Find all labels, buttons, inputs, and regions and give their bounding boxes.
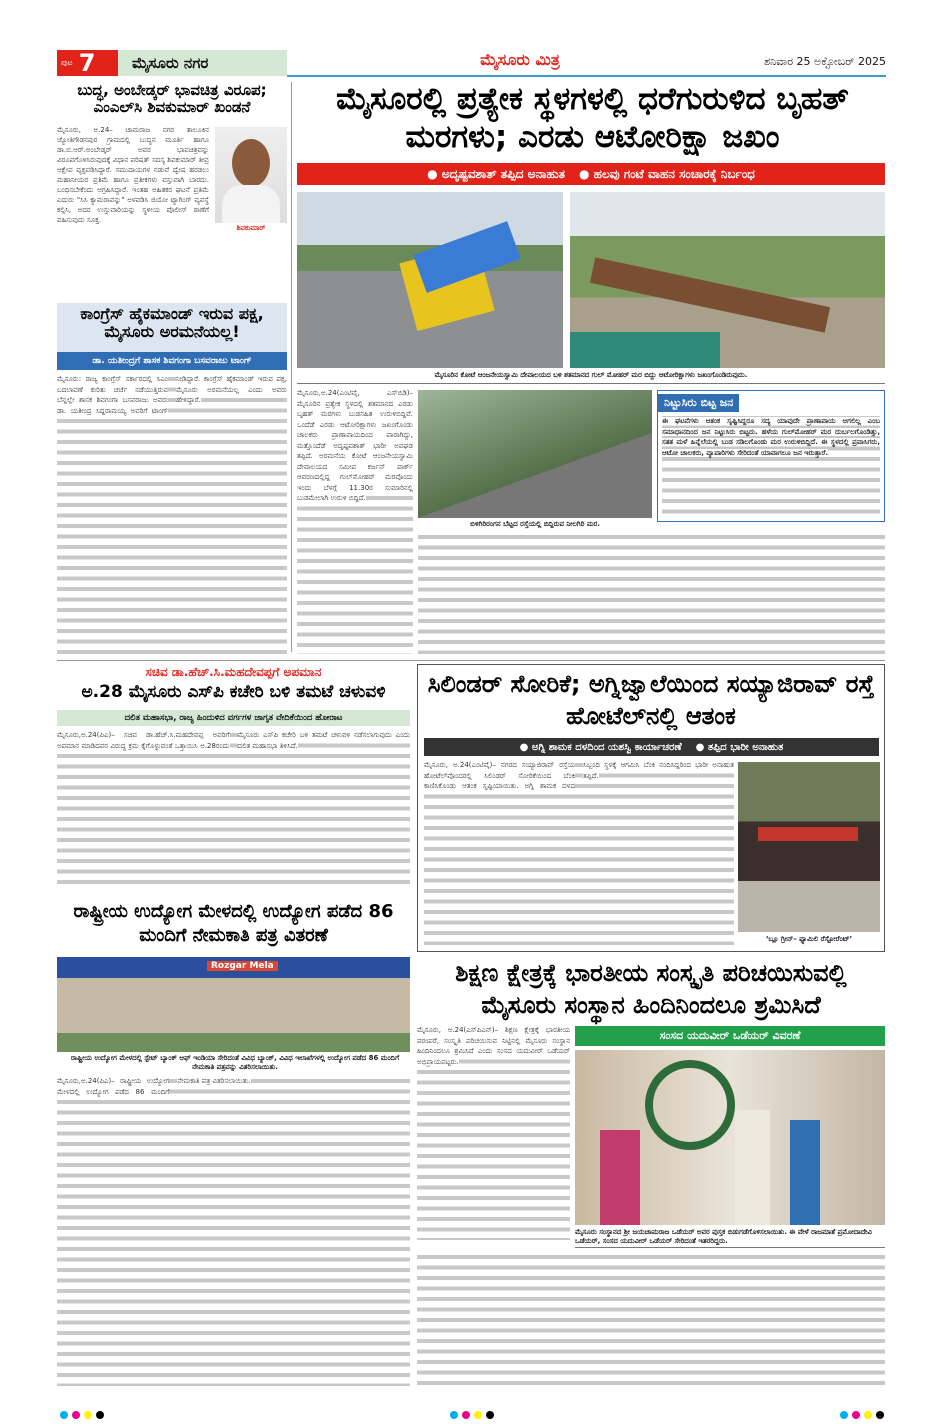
main-bullets bbox=[297, 163, 885, 185]
relief-box bbox=[657, 390, 885, 522]
bullet-1: ● ಅಗ್ನಿ ಶಾಮಕ ದಳದಿಂದ ಯಶಸ್ವಿ ಕಾರ್ಯಾಚರಣೆ bbox=[519, 741, 682, 753]
wadiyar-caption: ಮೈಸೂರು ಸಂಸ್ಥಾನದ ಶ್ರೀ ಜಯಚಾಮರಾಜ ಒಡೆಯರ್ ಅವರ ಪುಸ್ತಕ ಬಿಡುಗಡೆಗೊಳಿಸಲಾಯಿತು. ಈ ವೇಳೆ ರಾಜಮಾತೆ ಪ್ರಮೋದಾದೇವಿ ಒಡೆಯರ್, ಸಂಸದ ಯದುವೀರ್ ಒಡೆಯರ್ ಸೇರಿದಂತೆ ಇತರರಿದ್ದರು. bbox=[575, 1228, 872, 1245]
shikshana-subhead: ಸಂಸದ ಯದುವೀರ್ ಒಡೆಯರ್ ವಿವರಣೆ bbox=[575, 1026, 885, 1046]
shivakumar-figure bbox=[215, 127, 287, 233]
udyoga-headline: ರಾಷ್ಟ್ರೀಯ ಉದ್ಯೋಗ ಮೇಳದಲ್ಲಿ ಉದ್ಯೋಗ ಪಡೆದ 86 ಮಂದಿಗೆ ನೇಮಕಾತಿ ಪತ್ರ ವಿತರಣೆ bbox=[73, 901, 394, 946]
autorickshaw-photo bbox=[297, 192, 563, 368]
congress-subhead: ಡಾ. ಯತೀಂದ್ರಗೆ ಶಾಸಕ ಶಿವಗಂಗಾ ಬಸವರಾಜು ಟಾಂಗ್ bbox=[57, 352, 287, 370]
divider bbox=[575, 1247, 885, 1248]
section-title: ಮೈಸೂರು ನಗರ bbox=[118, 50, 287, 76]
divider bbox=[57, 660, 885, 661]
cylinder-body: ಮೈಸೂರು, ಅ.24(ಎಂಟಿವೈ)– ನಗರದ ಸಯ್ಯಾಜಿರಾವ್ ರಸ್ತೆಯ ಹೋಟೆಲ್‌ವೊಂದರಲ್ಲಿ ಸಿಲಿಂಡರ್ ಸೋರಿಕೆಯಿಂದ ಬೆಂಕಿ ಕಾಣಿಸಿಕೊಂಡು ಆತಂಕ ಸೃಷ್ಟಿಯಾಯಿತು. ಅಗ್ನಿ ಶಾಮಕ ದಳದ ಸಿಬ್ಬಂದಿ ಸ್ಥಳಕ್ಕೆ ಆಗಮಿಸಿ ಬೆಂಕಿ ನಂದಿಸಿದ್ದರಿಂದ ಭಾರೀ ಅನಾಹುತ ತಪ್ಪಿದೆ. bbox=[424, 760, 734, 945]
mahadevappa-body: ಮೈಸೂರು,ಅ.24(ಪಿಎ)– ಸಚಿವ ಡಾ.ಹೆಚ್.ಸಿ.ಮಹದೇವಪ್ಪ ಅವರಿಗೆ ಅಪಮಾನ ಮಾಡಿದವರ ವಿರುದ್ಧ ಕ್ರಮ ಕೈಗೊಳ್ಳುವಂತೆ ಒತ್ತಾಯಿಸಿ ಅ.28ರಂದು ಮೈಸೂರು ಎಸ್‌ಪಿ ಕಚೇರಿ ಬಳಿ ತಮಟೆ ಚಳುವಳಿ ನಡೆಸಲಾಗುವುದು ಎಂದು ದಲಿತ ಮಹಾಸಭಾ ತಿಳಿಸಿದೆ. bbox=[57, 730, 410, 890]
page-number-badge bbox=[57, 50, 118, 76]
main-body-col1: ಮೈಸೂರು,ಅ.24(ಎಂಟಿವೈ, ಎಸ್‌ಬಿಡಿ)– ಮೈಸೂರಿನ ಪ್ರತ್ಯೇಕ ಸ್ಥಳದಲ್ಲಿ ಶತಮಾನದ ಎರಡು ಬೃಹತ್ ಮರಗಳು ಬುಡಸಹಿತ ಉರುಳಿಬಿದ್ದಿವೆ. ಒಂದೆಡೆ ಎರಡು ಆಟೋರಿಕ್ಷಾಗಳು ಜಖಂಗೊಂಡು ಚಾಲಕರು ಪ್ರಾಣಾಪಾಯದಿಂದ ಪಾರಾಗಿದ್ದು, ಮತ್ತೊಂದೆಡೆ ಅದೃಷ್ಟವಶಾತ್ ಭಾರೀ ಅವಘಡ ತಪ್ಪಿದೆ. ಅರಮನೆಯ ಕೋಟೆ ಆಂಜನೇಯಸ್ವಾಮಿ ದೇವಾಲಯದ ಸಮೀಪ ಕರ್ಜನ್ ಪಾರ್ಕ್ ಆವರಣದಲ್ಲಿದ್ದ ಗುಲ್‌ಮೋಹರ್ ಮರವೊಂದು ಇಂದು ಬೆಳಗ್ಗೆ 11.30ರ ಸುಮಾರಿನಲ್ಲಿ ಬುಡಮೇಲಾಗಿ ಉರುಳಿ ಬಿದ್ದಿದೆ. bbox=[297, 388, 413, 654]
wadiyar-event-photo bbox=[575, 1050, 885, 1225]
print-registration-dots bbox=[450, 1404, 498, 1423]
cylinder-headline: ಸಿಲಿಂಡರ್ ಸೋರಿಕೆ; ಅಗ್ನಿಜ್ವಾಲೆಯಿಂದ ಸಯ್ಯಾಜಿರಾವ್ ರಸ್ತೆ ಹೋಟೆಲ್‌ನಲ್ಲಿ ಆತಂಕ bbox=[427, 670, 875, 730]
page-number: 7 bbox=[78, 49, 96, 77]
rozgar-banner: Rozgar Mela bbox=[207, 961, 278, 971]
eucalyptus-caption: ಬಿಳಿಗಿರಿರಂಗನ ಬೆಟ್ಟದ ರಸ್ತೆಯಲ್ಲಿ ಬಿದ್ದಿರುವ ನೀಲಗಿರಿ ಮರ. bbox=[470, 520, 600, 528]
congress-body: ಮೈಸೂರು: ರಾಜ್ಯ ಕಾಂಗ್ರೆಸ್ ಸರ್ಕಾರದಲ್ಲಿ ಸಿಎಂ ಬದಲಾವಣೆ ಕುರಿತು ಚರ್ಚೆ ನಡೆಯುತ್ತಿರುವ ಬೆನ್ನಲ್ಲೇ ಶಾಸಕ ಶಿವಗಂಗಾ ಬಸವರಾಜು ಅವರು ಡಾ. ಯತೀಂದ್ರ ಸಿದ್ದರಾಮಯ್ಯ ಅವರಿಗೆ ಟಾಂಗ್ ನೀಡಿದ್ದಾರೆ. ಕಾಂಗ್ರೆಸ್ ಹೈಕಮಾಂಡ್ ಇರುವ ಪಕ್ಷ, ಮೈಸೂರು ಅರಮನೆಯಲ್ಲ ಎಂದು ಅವರು ಹೇಳಿದ್ದಾರೆ. bbox=[57, 374, 287, 654]
mahadevappa-headline: ಅ.28 ಮೈಸೂರು ಎಸ್‌ಪಿ ಕಚೇರಿ ಬಳಿ ತಮಟೆ ಚಳುವಳಿ bbox=[81, 682, 386, 702]
divider bbox=[297, 383, 885, 384]
shivakumar-photo bbox=[215, 127, 287, 223]
bullet-1: ● ಅದೃಷ್ಟವಶಾತ್ ತಪ್ಪಿದ ಅನಾಹುತ bbox=[427, 166, 565, 181]
print-registration-dots bbox=[60, 1404, 108, 1423]
shikshana-headline: ಶಿಕ್ಷಣ ಕ್ಷೇತ್ರಕ್ಕೆ ಭಾರತೀಯ ಸಂಸ್ಕೃತಿ ಪರಿಚಯಿಸುವಲ್ಲಿ ಮೈಸೂರು ಸಂಸ್ಥಾನ ಹಿಂದಿನಿಂದಲೂ ಶ್ರಮಿಸಿದೆ bbox=[455, 959, 847, 1019]
masthead: ಮೈಸೂರು ಮಿತ್ರ bbox=[480, 50, 560, 69]
restaurant-caption: ‘ಬ್ಲೂ ಗ್ರೀನ್– ಫ್ಯಾಮಿಲಿ ರೆಸ್ಟೋರೆಂಟ್’ bbox=[765, 935, 853, 943]
main-headline: ಮೈಸೂರಲ್ಲಿ ಪ್ರತ್ಯೇಕ ಸ್ಥಳಗಳಲ್ಲಿ ಧರೆಗುರುಳಿದ ಬೃಹತ್ ಮರಗಳು; ಎರಡು ಆಟೋರಿಕ್ಷಾ ಜಖಂ bbox=[336, 81, 849, 155]
mahadevappa-kicker: ಸಚಿವ ಡಾ.ಹೆಚ್.ಸಿ.ಮಹದೇವಪ್ಪಗೆ ಅಪಮಾನ bbox=[145, 665, 322, 679]
relief-box-title: ನಿಟ್ಟುಸಿರು ಬಿಟ್ಟ ಜನ bbox=[658, 394, 739, 412]
column-divider bbox=[291, 82, 292, 652]
main-photo-caption: ಮೈಸೂರಿನ ಕೋಟೆ ಆಂಜನೇಯಸ್ವಾಮಿ ದೇವಾಲಯದ ಬಳಿ ಶತಮಾನದ ಗುಲ್ ಮೋಹರ್ ಮರ ಬಿದ್ದು ಆಟೋರಿಕ್ಷಾಗಳು ಜಖಂಗೊಂಡಿರುವುದು. bbox=[434, 371, 748, 379]
bullet-2: ● ಹಲವು ಗಂಟೆ ವಾಹನ ಸಂಚಾರಕ್ಕೆ ನಿರ್ಬಂಧ bbox=[579, 166, 755, 181]
fallen-tree-photo bbox=[570, 192, 885, 368]
relief-box-body: ಈ ಘಟನೆಗಳು ಆತಂಕ ಸೃಷ್ಟಿಸಿದ್ದರೂ ಸದ್ಯ ಯಾವುದೇ ಪ್ರಾಣಾಪಾಯ ಆಗಲಿಲ್ಲ ಎಂಬ ಸಮಾಧಾನದಿಂದ ಜನ ನಿಟ್ಟುಸಿರು ಬಿಟ್ಟರು. ಹಳೆಯ ಗುಲ್‌ಮೋಹರ್ ಮರ ದುರ್ಬಲಗೊಂಡಿತ್ತು, ಸತತ ಮಳೆ ಹಿನ್ನೆಲೆಯಲ್ಲಿ ಬುಡ ಸಡಿಲಗೊಂಡು ಮರ ಉರುಳಿಬಿದ್ದಿದೆ. ಈ ಸ್ಥಳದಲ್ಲಿ ಪ್ರವಾಸಿಗರು, ಆಟೋ ಚಾಲಕರು, ವ್ಯಾಪಾರಿಗಳು ಸೇರಿದಂತೆ ಯಾವಾಗಲೂ ಜನ ಇರುತ್ತಾರೆ. bbox=[658, 412, 884, 522]
print-registration-dots bbox=[840, 1404, 888, 1423]
main-body-cols bbox=[418, 532, 885, 654]
restaurant-photo bbox=[738, 762, 880, 932]
header-rule bbox=[287, 75, 886, 77]
udyoga-body: ಮೈಸೂರು,ಅ.24(ಪಿಎ)– ರಾಷ್ಟ್ರೀಯ ಉದ್ಯೋಗ ಮೇಳದಲ್ಲಿ ಉದ್ಯೋಗ ಪಡೆದ 86 ಮಂದಿಗೆ ನೇಮಕಾತಿ ಪತ್ರ ವಿತರಿಸಲಾಯಿತು. bbox=[57, 1076, 410, 1386]
shikshana-body-col1: ಮೈಸೂರು, ಅ.24(ಎಸ್‌ಪಿಎನ್)– ಶಿಕ್ಷಣ ಕ್ಷೇತ್ರಕ್ಕೆ ಭಾರತೀಯ ಪರಂಪರೆ, ಸಂಸ್ಕೃತಿ ಪರಿಚಯಿಸುವ ನಿಟ್ಟಿನಲ್ಲಿ ಮೈಸೂರು ಸಂಸ್ಥಾನ ಹಿಂದಿನಿಂದಲೂ ಶ್ರಮಿಸಿದೆ ಎಂದು ಸಂಸದ ಯದುವೀರ್ ಒಡೆಯರ್ ಅಭಿಪ್ರಾಯಪಟ್ಟರು. bbox=[417, 1025, 570, 1240]
buddha-body-text: ಮೈಸೂರು, ಅ.24– ಚಾಮರಾಜ ನಗರ ತಾಲೂಕಿನ ಜ್ಯೋತಿಗೌಡನಪುರ ಗ್ರಾಮದಲ್ಲಿ ಬುದ್ಧನ ಮೂರ್ತಿ ಹಾಗೂ ಡಾ.ಬಿ.ಆರ್.ಅಂಬೇಡ್ಕರ್ ಅವರ ಭಾವಚಿತ್ರವನ್ನು ವಿರೂಪಗೊಳಿಸಿರುವುದಕ್ಕೆ ವಿಧಾನ ಪರಿಷತ್ ಸದಸ್ಯ ಶಿವಕುಮಾರ್ ತೀವ್ರ ಆಕ್ಷೇಪ ವ್ಯಕ್ತಪಡಿಸಿದ್ದಾರೆ. ಸಮುದಾಯಗಳ ನಡುವೆ ದ್ವೇಷ ಹರಡಲು ಮಹಾನೀಯರ ಪ್ರತಿಮೆ ಹಾಗೂ ಪ್ರತೀಕಗಳು ವಸ್ತುವಾಗಿ ಬಾರದು. ಬಂಧಿಸಬೇಕೆಂದು ಆಗ್ರಹಿಸಿದ್ದಾರೆ. ಇಂತಹ ಅಹಿತಕರ ಘಟನೆ ಪ್ರತಿಮೆ ಎದುರು "ಸಿಸಿ ಕ್ಯಾಮರಾವನ್ನು" ಅಳವಡಿಸಿ ಜಿಯೋ ಟ್ಯಾಗಿಂಗ್ ವ್ಯವಸ್ಥೆ ಕಲ್ಪಿಸಿ, ಅದರ ಉಸ್ತುವಾರಿಯನ್ನು ಸ್ಥಳೀಯ ಪೊಲೀಸ್ ಠಾಣೆಗೆ ವಹಿಸುವುದು ಸೂಕ್ತ. bbox=[57, 126, 209, 224]
rozgar-mela-photo bbox=[57, 957, 410, 1052]
eucalyptus-photo bbox=[418, 390, 652, 518]
date: ಶನಿವಾರ 25 ಅಕ್ಟೋಬರ್ 2025 bbox=[764, 55, 886, 68]
mahadevappa-subhead: ದಲಿತ ಮಹಾಸಭಾ, ರಾಜ್ಯ ಹಿಂದುಳಿದ ವರ್ಗಗಳ ಜಾಗೃತ ವೇದಿಕೆಯಿಂದ ಹೋರಾಟ bbox=[57, 710, 410, 726]
bullet-2: ● ತಪ್ಪಿದ ಭಾರೀ ಅನಾಹುತ bbox=[695, 741, 784, 753]
buddha-body bbox=[57, 125, 287, 299]
shikshana-body-bottom bbox=[417, 1252, 885, 1386]
congress-headline: ಕಾಂಗ್ರೆಸ್ ಹೈಕಮಾಂಡ್ ಇರುವ ಪಕ್ಷ, ಮೈಸೂರು ಅರಮನೆಯಲ್ಲ! bbox=[57, 303, 287, 352]
shivakumar-label: ಶಿವಕುಮಾರ್ bbox=[236, 224, 266, 232]
buddha-headline: ಬುದ್ಧ, ಅಂಬೇಡ್ಕರ್ ಭಾವಚಿತ್ರ ವಿರೂಪ; ಎಂಎಲ್‌ಸಿ ಶಿವಕುಮಾರ್ ಖಂಡನೆ bbox=[77, 81, 267, 117]
cylinder-bullets bbox=[424, 738, 879, 756]
udyoga-caption: ರಾಷ್ಟ್ರೀಯ ಉದ್ಯೋಗ ಮೇಳದಲ್ಲಿ ಸ್ಟೇಟ್ ಬ್ಯಾಂಕ್ ಆಫ್ ಇಂಡಿಯಾ ಸೇರಿದಂತೆ ವಿವಿಧ ಬ್ಯಾಂಕ್, ವಿವಿಧ ಇಲಾಖೆಗಳಲ್ಲಿ ಉದ್ಯೋಗ ಪಡೆದ 86 ಮಂದಿಗೆ ನೇಮಕಾತಿ ಪತ್ರವನ್ನು ವಿತರಿಸಲಾಯಿತು. bbox=[70, 1054, 400, 1071]
page-label: ಪುಟ bbox=[61, 58, 73, 67]
